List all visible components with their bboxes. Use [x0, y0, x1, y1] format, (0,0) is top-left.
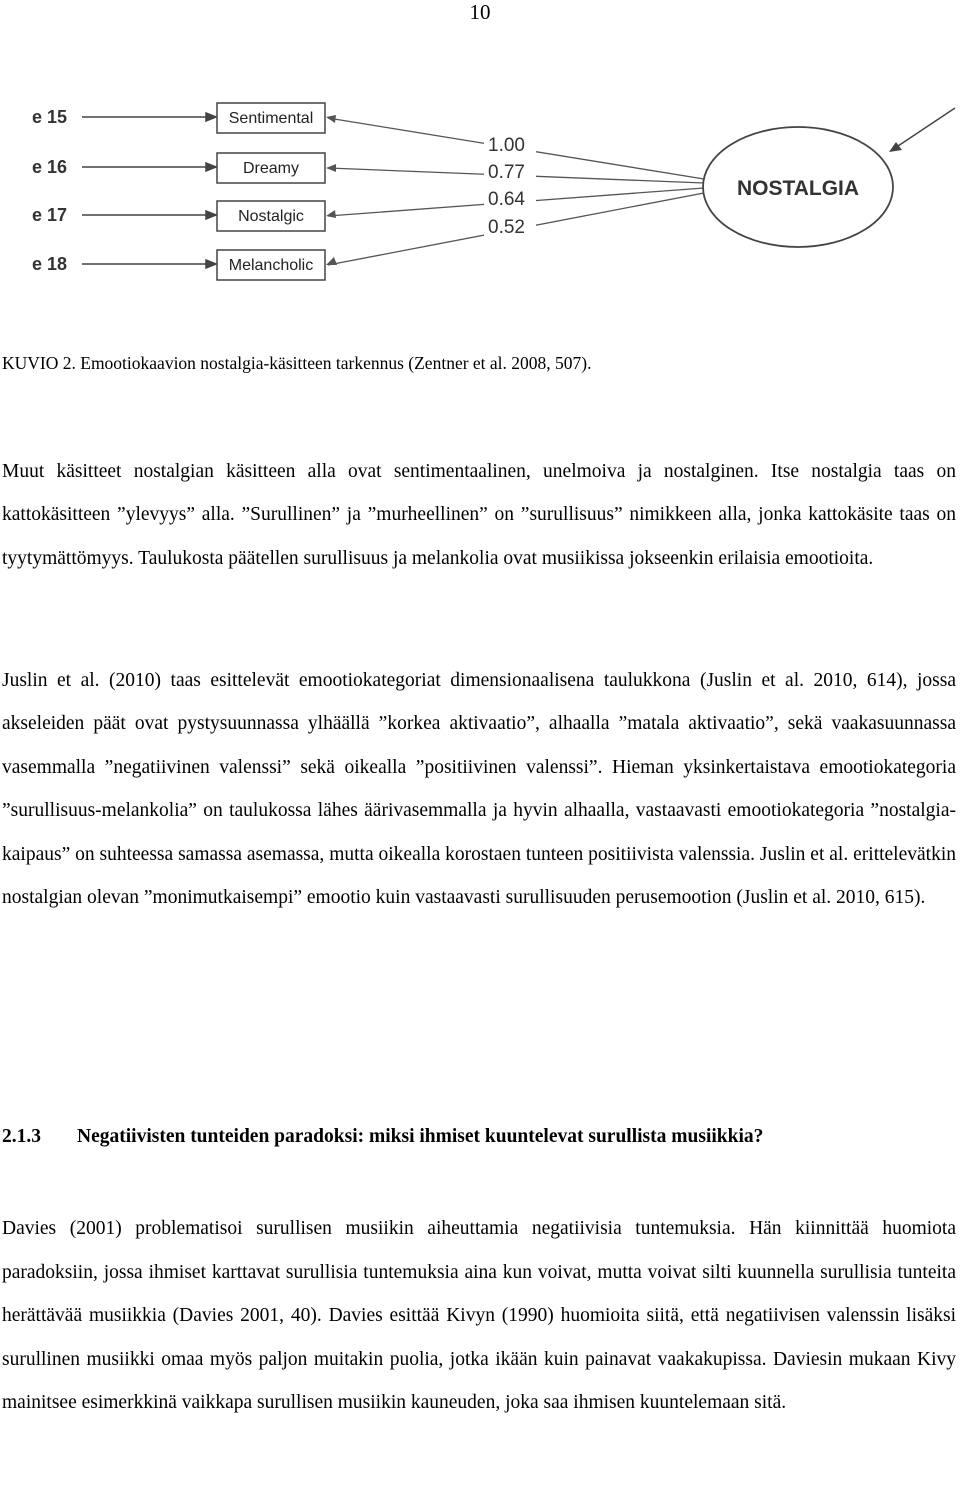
- arrowhead: [889, 142, 902, 152]
- arrowhead: [326, 164, 336, 172]
- factor-label: NOSTALGIA: [736, 177, 860, 200]
- section-number: 2.1.3: [2, 1126, 41, 1147]
- arrowhead: [206, 113, 216, 121]
- arrowhead: [206, 260, 216, 268]
- error-label: e 17: [32, 205, 68, 225]
- error-arrows: [82, 113, 216, 268]
- arrowhead: [326, 115, 336, 123]
- arrowhead: [326, 257, 337, 265]
- indicator-label: Dreamy: [242, 160, 300, 177]
- arrowhead: [326, 210, 336, 218]
- paragraph: Muut käsitteet nostalgian käsitteen alla ovat sentimentaalinen, unelmoiva ja nostalginen. Itse nostalgia taas on kattokäsitteen ”ylevyys” alla. ”Surullinen” ja ”murheellinen” on ”surullisuus” nimikkeen alla, jonka kattokäsite taas on tyytymättömyys. Taulukosta päätellen surullisuus ja melankolia ovat musiikissa jokseenkin erilaisia emootioita.: [2, 461, 956, 569]
- arrowhead: [206, 211, 216, 219]
- page-number: 10: [469, 0, 491, 24]
- indicator-label: Sentimental: [228, 110, 314, 127]
- paragraph: Juslin et al. (2010) taas esittelevät emootiokategoriat dimensionaalisena taulukkona (Juslin et al. 2010, 614), jossa akseleiden päät ovat pystysuunnassa ylhäällä ”korkea aktivaatio”, alhaalla ”matala aktivaatio”, sekä vaakasuunnassa vasemmalla ”negatiivinen valenssi” sekä oikealla ”positiivinen valenssi”. Hieman yksinkertaistava emootiokategoria ”surullisuus-melankolia” on taulukossa lähes äärivasemmalla ja hyvin alhaalla, vastaavasti emootiokategoria ”nostalgia-kaipaus” on suhteessa samassa asemassa, mutta oikealla korostaen tunteen positiivista valenssia. Juslin et al. erittelevätkin nostalgian olevan ”monimutkaisempi” emootio kuin vastaavasti surullisuuden perusemootion (Juslin et al. 2010, 615).: [2, 670, 956, 909]
- error-label: e 15: [32, 107, 68, 127]
- loading-value: 0.52: [488, 217, 525, 238]
- section-heading: [2, 1122, 902, 1151]
- loading-value: 0.64: [488, 189, 525, 210]
- figure-caption: KUVIO 2. Emootiokaavion nostalgia-käsitteen tarkennus (Zentner et al. 2008, 507).: [2, 353, 592, 373]
- arrowhead: [206, 163, 216, 171]
- section-title: Negatiivisten tunteiden paradoksi: miksi ihmiset kuuntelevat surullista musiikkia?: [77, 1126, 764, 1147]
- nostalgia-figure: [0, 80, 960, 300]
- nostalgia-diagram: [0, 80, 960, 300]
- indicator-label: Nostalgic: [238, 208, 304, 225]
- loading-arrowheads: [326, 115, 337, 265]
- higher-order-path: [895, 108, 955, 148]
- paragraph: Davies (2001) problematisoi surullisen musiikin aiheuttamia negatiivisia tuntemuksia. Hän kiinnittää huomiota paradoksiin, jossa ihmiset karttavat surullisia tuntemuksia aina kun voivat, mutta voivat silti kuunnella surullisia tunteita herättävää musiikkia (Davies 2001, 40). Davies esittää Kivyn (1990) huomioita siitä, että negatiivisen valenssin lisäksi surullinen musiikki omaa myös paljon muitakin puolia, jotka ikään kuin painavat vaakakupissa. Daviesin mukaan Kivy mainitsee esimerkkinä vaikkapa surullisen musiikin kauneuden, joka saa ihmisen kuuntelemaan sitä.: [2, 1218, 956, 1414]
- error-label: e 16: [32, 157, 68, 177]
- loading-value: 1.00: [488, 135, 525, 156]
- indicator-label: Melancholic: [228, 257, 314, 274]
- error-label: e 18: [32, 254, 68, 274]
- loading-value: 0.77: [488, 162, 525, 183]
